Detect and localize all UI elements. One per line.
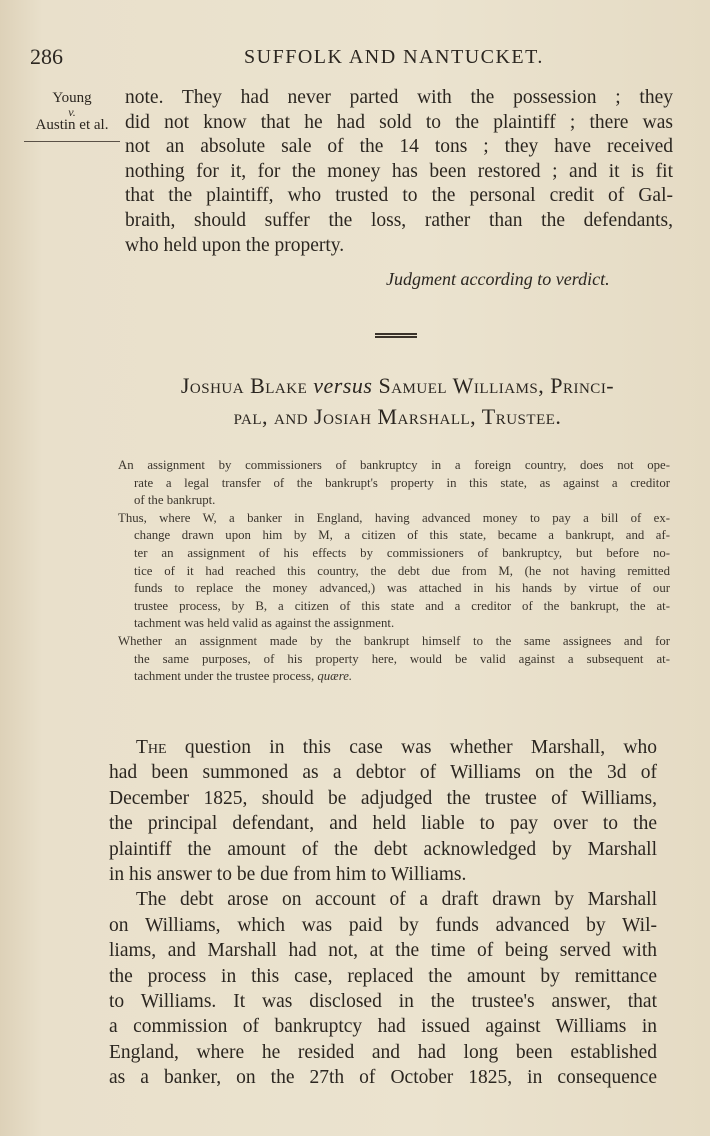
- divider-rule: [375, 336, 417, 338]
- opening-line-rest: question in this case was whether Marshall, who: [166, 737, 657, 758]
- page-header: [0, 44, 710, 76]
- case-party-plaintiff: Joshua Blake: [180, 373, 314, 398]
- text-line: had been summoned as a debtor of Williams on the 3d of: [109, 762, 657, 784]
- headnote-line: [118, 668, 670, 686]
- running-head: SUFFOLK AND NANTUCKET.: [244, 46, 544, 68]
- text-line: in his answer to be due from him to Williams.: [109, 864, 467, 886]
- text-line: who held upon the property.: [125, 234, 345, 256]
- text-line: as a banker, on the 27th of October 1825, in consequence: [109, 1067, 657, 1089]
- text-line: the process in this case, replaced the amount by remittance: [109, 965, 657, 987]
- text-line: liams, and Marshall had not, at the time of being served with: [109, 940, 657, 962]
- text-line: on Williams, which was paid by funds advanced by Wil-: [109, 914, 657, 936]
- text-line: the principal defendant, and held liable to pay over to the: [109, 813, 657, 835]
- headnote-line: the same purposes, of his property here, would be valid against a subsequent at-: [134, 651, 670, 666]
- headnote-line: An assignment by commissioners of bankruptcy in a foreign country, does not ope-: [118, 458, 670, 472]
- queare-word: quære.: [317, 669, 353, 684]
- headnote-line: tice of it had reached this country, the debt due from M, (he not having remitted: [134, 563, 670, 578]
- verdict-line: Judgment according to verdict.: [386, 269, 610, 289]
- margin-note: [22, 90, 122, 142]
- text-line: note. They had never parted with the possession ; they: [125, 87, 673, 108]
- continuation-paragraph: [125, 86, 673, 258]
- text-line: [109, 735, 657, 760]
- text-line: December 1825, should be adjudged the trustee of Williams,: [109, 787, 657, 809]
- divider-rule: [375, 333, 417, 335]
- headnote-last-text: tachment under the trustee process,: [134, 669, 318, 684]
- text-line: a commission of bankruptcy had issued against Williams in: [109, 1016, 657, 1038]
- text-line: to Williams. It was disclosed in the trustee's answer, that: [109, 991, 657, 1013]
- headnote-line: trustee process, by B, a citizen of this state and a creditor of the bankrupt, the at-: [134, 598, 670, 613]
- opening-word: The: [136, 737, 167, 758]
- margin-note-rule: [24, 141, 120, 142]
- main-text: [109, 735, 657, 1091]
- section-divider: [375, 333, 417, 338]
- headnote-line: rate a legal transfer of the bankrupt's property in this state, as against a creditor: [134, 475, 670, 490]
- headnote-line: tachment was held valid as against the assignment.: [134, 616, 395, 631]
- page-number: 286: [30, 44, 63, 69]
- headnote: [118, 457, 670, 686]
- text-line: plaintiff the amount of the debt acknowledged by Marshall: [109, 838, 657, 860]
- headnote-line: Thus, where W, a banker in England, having advanced money to pay a bill of ex-: [118, 510, 670, 525]
- text-line: braith, should suffer the loss, rather than the defendants,: [125, 209, 673, 231]
- case-title: [120, 370, 675, 432]
- case-title-line-1: [120, 370, 675, 401]
- case-versus: versus: [313, 373, 373, 398]
- case-party-defendant: Samuel Williams, Princi-: [372, 373, 615, 398]
- headnote-line: ter an assignment of his effects by commissioners of bankruptcy, but before no-: [134, 545, 670, 560]
- text-line: did not know that he had sold to the plaintiff ; there was: [125, 111, 673, 133]
- text-line: England, where he resided and had long been established: [109, 1041, 657, 1063]
- margin-note-line-1: Young: [52, 90, 92, 106]
- headnote-line: Whether an assignment made by the bankrupt himself to the same assignees and for: [118, 633, 670, 648]
- text-line: that the plaintiff, who trusted to the personal credit of Gal-: [125, 185, 673, 207]
- headnote-paragraph-2: [118, 510, 670, 633]
- text-line: nothing for it, for the money has been restored ; and it is fit: [125, 160, 673, 182]
- headnote-paragraph-1: [118, 457, 670, 510]
- margin-note-line-2: v.: [68, 105, 76, 119]
- headnote-line: change drawn upon him by M, a citizen of this state, became a bankrupt, and af-: [134, 528, 670, 543]
- case-title-line-2: pal, and Josiah Marshall, Trustee.: [233, 404, 562, 429]
- headnote-paragraph-3: [118, 633, 670, 686]
- margin-note-line-3: Austin et al.: [35, 117, 109, 133]
- text-line: The debt arose on account of a draft drawn by Marshall: [136, 889, 657, 911]
- text-line: not an absolute sale of the 14 tons ; they have received: [125, 136, 673, 158]
- headnote-line: funds to replace the money advanced,) was attached in his hands by virtue of our: [134, 581, 670, 596]
- headnote-line: of the bankrupt.: [134, 493, 216, 508]
